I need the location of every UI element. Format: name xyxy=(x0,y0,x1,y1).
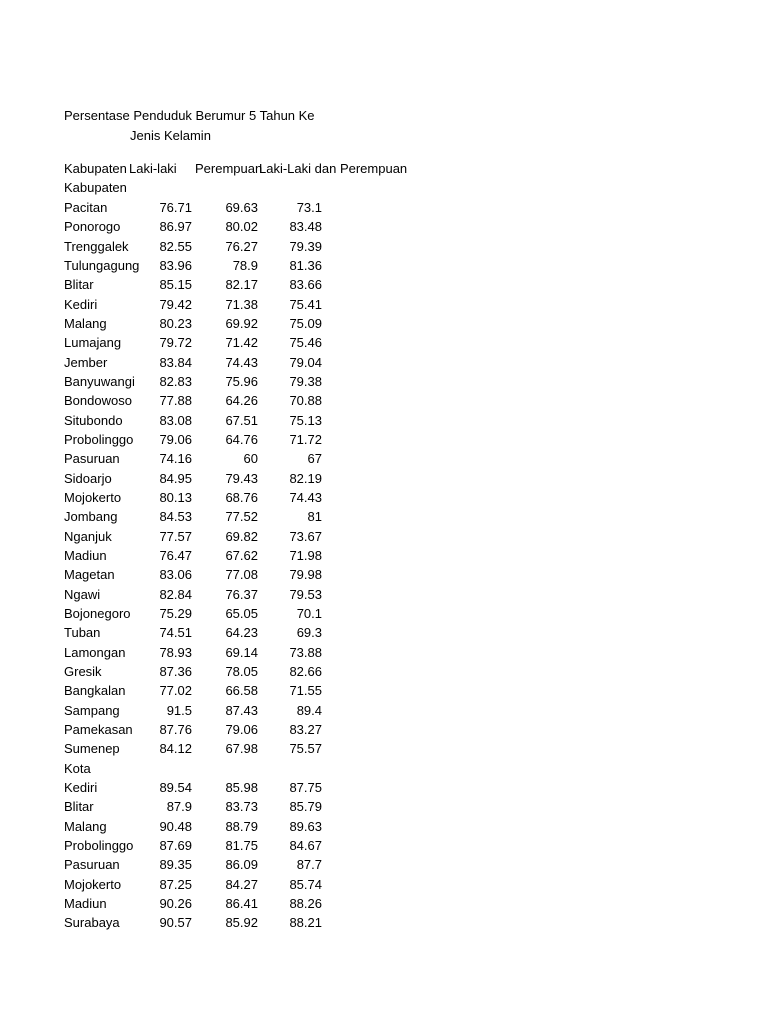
table-cell-value-perempuan: 85.92 xyxy=(225,915,258,930)
table-cell-value-perempuan: 86.41 xyxy=(225,896,258,911)
table-cell-value-total: 89.4 xyxy=(296,703,322,718)
table-cell-value-laki-laki: 78.93 xyxy=(159,645,192,660)
table-cell-region-name: Tuban xyxy=(64,625,101,640)
table-cell-value-perempuan: 88.79 xyxy=(225,819,258,834)
table-cell-region-name: Pacitan xyxy=(64,200,108,215)
table-cell-value-total: 87.7 xyxy=(296,857,322,872)
table-cell-value-total: 88.21 xyxy=(289,915,322,930)
table-cell-region-name: Probolinggo xyxy=(64,432,134,447)
table-cell-value-laki-laki: 82.55 xyxy=(159,239,192,254)
table-cell-value-perempuan: 86.09 xyxy=(225,857,258,872)
table-cell-value-total: 81 xyxy=(307,509,322,524)
table-cell-value-perempuan: 78.05 xyxy=(225,664,258,679)
table-cell-value-perempuan: 67.62 xyxy=(225,548,258,563)
table-cell-value-total: 69.3 xyxy=(296,625,322,640)
table-cell-value-total: 75.13 xyxy=(289,413,322,428)
table-cell-value-laki-laki: 87.76 xyxy=(159,722,192,737)
table-cell-region-name: Sampang xyxy=(64,703,120,718)
table-cell-value-perempuan: 65.05 xyxy=(225,606,258,621)
table-cell-value-laki-laki: 80.13 xyxy=(159,490,192,505)
table-cell-value-total: 79.39 xyxy=(289,239,322,254)
table-cell-value-total: 81.36 xyxy=(289,258,322,273)
table-cell-value-laki-laki: 76.47 xyxy=(159,548,192,563)
table-cell-region-name: Ngawi xyxy=(64,587,101,602)
table-cell-value-perempuan: 81.75 xyxy=(225,838,258,853)
table-cell-value-total: 75.46 xyxy=(289,335,322,350)
table-cell-value-perempuan: 76.27 xyxy=(225,239,258,254)
table-cell-value-total: 88.26 xyxy=(289,896,322,911)
table-cell-value-total: 87.75 xyxy=(289,780,322,795)
table-cell-value-laki-laki: 76.71 xyxy=(159,200,192,215)
table-cell-value-total: 83.27 xyxy=(289,722,322,737)
table-cell-value-total: 71.55 xyxy=(289,683,322,698)
table-cell-region-name: Nganjuk xyxy=(64,529,112,544)
table-cell-value-laki-laki: 83.84 xyxy=(159,355,192,370)
table-cell-region-name: Mojokerto xyxy=(64,490,122,505)
table-cell-region-name: Pasuruan xyxy=(64,451,120,466)
table-cell-value-perempuan: 84.27 xyxy=(225,877,258,892)
table-cell-value-laki-laki: 84.95 xyxy=(159,471,192,486)
table-cell-value-total: 67 xyxy=(307,451,322,466)
table-cell-region-name: Malang xyxy=(64,819,107,834)
header-total: Laki-Laki dan Perempuan xyxy=(259,161,408,176)
table-cell-region-name: Lumajang xyxy=(64,335,122,350)
table-cell-region-name: Lamongan xyxy=(64,645,126,660)
table-cell-value-perempuan: 79.43 xyxy=(225,471,258,486)
table-cell-value-laki-laki: 79.42 xyxy=(159,297,192,312)
table-cell-value-perempuan: 77.52 xyxy=(225,509,258,524)
header-kabupaten: Kabupaten xyxy=(64,161,127,176)
table-cell-region-name: Trenggalek xyxy=(64,239,129,254)
table-cell-value-total: 83.66 xyxy=(289,277,322,292)
table-cell-value-laki-laki: 80.23 xyxy=(159,316,192,331)
table-cell-region-name: Malang xyxy=(64,316,107,331)
table-cell-value-perempuan: 64.26 xyxy=(225,393,258,408)
table-cell-value-perempuan: 71.42 xyxy=(225,335,258,350)
table-cell-region-name: Surabaya xyxy=(64,915,120,930)
table-cell-value-perempuan: 69.82 xyxy=(225,529,258,544)
table-cell-region-name: Gresik xyxy=(64,664,102,679)
table-cell-value-total: 84.67 xyxy=(289,838,322,853)
table-cell-region-name: Mojokerto xyxy=(64,877,122,892)
table-cell-value-laki-laki: 84.12 xyxy=(159,741,192,756)
table-cell-value-laki-laki: 82.83 xyxy=(159,374,192,389)
table-cell-value-perempuan: 82.17 xyxy=(225,277,258,292)
table-cell-value-laki-laki: 86.97 xyxy=(159,219,192,234)
table-cell-region-name: Ponorogo xyxy=(64,219,121,234)
table-cell-value-total: 71.72 xyxy=(289,432,322,447)
table-cell-value-laki-laki: 77.88 xyxy=(159,393,192,408)
table-cell-value-total: 70.1 xyxy=(296,606,322,621)
table-cell-value-perempuan: 66.58 xyxy=(225,683,258,698)
table-cell-region-name: Bangkalan xyxy=(64,683,126,698)
table-cell-value-perempuan: 76.37 xyxy=(225,587,258,602)
table-cell-region-name: Bojonegoro xyxy=(64,606,131,621)
table-cell-region-name: Sumenep xyxy=(64,741,120,756)
section-label-kota: Kota xyxy=(64,761,91,776)
table-cell-value-total: 79.53 xyxy=(289,587,322,602)
table-cell-region-name: Jombang xyxy=(64,509,118,524)
table-cell-value-total: 82.66 xyxy=(289,664,322,679)
table-cell-value-total: 89.63 xyxy=(289,819,322,834)
table-subtitle: Jenis Kelamin xyxy=(130,128,211,143)
table-cell-value-laki-laki: 74.16 xyxy=(159,451,192,466)
table-cell-region-name: Blitar xyxy=(64,277,94,292)
table-cell-region-name: Probolinggo xyxy=(64,838,134,853)
table-cell-region-name: Jember xyxy=(64,355,108,370)
table-cell-value-laki-laki: 90.48 xyxy=(159,819,192,834)
table-cell-value-laki-laki: 79.72 xyxy=(159,335,192,350)
table-cell-value-laki-laki: 83.08 xyxy=(159,413,192,428)
table-cell-value-perempuan: 75.96 xyxy=(225,374,258,389)
table-cell-value-total: 74.43 xyxy=(289,490,322,505)
table-cell-value-laki-laki: 82.84 xyxy=(159,587,192,602)
table-cell-value-laki-laki: 75.29 xyxy=(159,606,192,621)
table-cell-value-perempuan: 79.06 xyxy=(225,722,258,737)
table-cell-value-perempuan: 77.08 xyxy=(225,567,258,582)
table-cell-value-perempuan: 83.73 xyxy=(225,799,258,814)
table-cell-value-perempuan: 69.63 xyxy=(225,200,258,215)
header-laki-laki: Laki-laki xyxy=(129,161,177,176)
table-cell-value-perempuan: 68.76 xyxy=(225,490,258,505)
table-cell-value-total: 79.04 xyxy=(289,355,322,370)
table-cell-value-perempuan: 80.02 xyxy=(225,219,258,234)
table-cell-value-laki-laki: 87.25 xyxy=(159,877,192,892)
table-cell-region-name: Blitar xyxy=(64,799,94,814)
table-cell-value-perempuan: 67.98 xyxy=(225,741,258,756)
table-cell-value-laki-laki: 83.06 xyxy=(159,567,192,582)
table-cell-value-laki-laki: 87.36 xyxy=(159,664,192,679)
table-cell-value-laki-laki: 89.35 xyxy=(159,857,192,872)
table-cell-region-name: Pasuruan xyxy=(64,857,120,872)
table-cell-value-perempuan: 67.51 xyxy=(225,413,258,428)
table-cell-value-total: 85.74 xyxy=(289,877,322,892)
table-cell-value-total: 85.79 xyxy=(289,799,322,814)
table-cell-region-name: Banyuwangi xyxy=(64,374,135,389)
table-cell-value-perempuan: 87.43 xyxy=(225,703,258,718)
table-cell-value-perempuan: 60 xyxy=(243,451,258,466)
table-cell-value-perempuan: 69.14 xyxy=(225,645,258,660)
table-cell-region-name: Sidoarjo xyxy=(64,471,112,486)
table-cell-value-total: 73.88 xyxy=(289,645,322,660)
table-cell-value-laki-laki: 87.69 xyxy=(159,838,192,853)
table-cell-value-perempuan: 74.43 xyxy=(225,355,258,370)
table-cell-value-laki-laki: 79.06 xyxy=(159,432,192,447)
table-cell-value-total: 73.1 xyxy=(296,200,322,215)
section-label-kabupaten: Kabupaten xyxy=(64,180,127,195)
table-cell-value-laki-laki: 77.02 xyxy=(159,683,192,698)
table-cell-value-total: 83.48 xyxy=(289,219,322,234)
table-cell-value-laki-laki: 87.9 xyxy=(166,799,192,814)
header-perempuan: Perempuan xyxy=(195,161,263,176)
table-title: Persentase Penduduk Berumur 5 Tahun Ke xyxy=(64,108,315,123)
table-cell-value-total: 75.41 xyxy=(289,297,322,312)
table-cell-value-perempuan: 78.9 xyxy=(232,258,258,273)
table-cell-region-name: Madiun xyxy=(64,896,107,911)
table-cell-value-laki-laki: 89.54 xyxy=(159,780,192,795)
table-cell-value-laki-laki: 84.53 xyxy=(159,509,192,524)
table-cell-value-perempuan: 64.76 xyxy=(225,432,258,447)
table-cell-value-laki-laki: 74.51 xyxy=(159,625,192,640)
table-cell-value-total: 73.67 xyxy=(289,529,322,544)
table-cell-value-total: 70.88 xyxy=(289,393,322,408)
table-cell-value-laki-laki: 83.96 xyxy=(159,258,192,273)
table-cell-value-laki-laki: 90.26 xyxy=(159,896,192,911)
table-cell-value-perempuan: 69.92 xyxy=(225,316,258,331)
table-cell-value-total: 75.57 xyxy=(289,741,322,756)
table-cell-value-perempuan: 85.98 xyxy=(225,780,258,795)
table-cell-region-name: Magetan xyxy=(64,567,115,582)
table-cell-region-name: Tulungagung xyxy=(64,258,140,273)
table-cell-value-total: 75.09 xyxy=(289,316,322,331)
table-cell-value-laki-laki: 85.15 xyxy=(159,277,192,292)
table-cell-region-name: Madiun xyxy=(64,548,107,563)
table-cell-value-perempuan: 64.23 xyxy=(225,625,258,640)
table-cell-value-perempuan: 71.38 xyxy=(225,297,258,312)
table-cell-value-laki-laki: 77.57 xyxy=(159,529,192,544)
table-cell-region-name: Kediri xyxy=(64,297,98,312)
table-cell-region-name: Kediri xyxy=(64,780,98,795)
table-cell-value-total: 79.38 xyxy=(289,374,322,389)
table-cell-value-total: 79.98 xyxy=(289,567,322,582)
table-cell-value-total: 82.19 xyxy=(289,471,322,486)
table-cell-value-total: 71.98 xyxy=(289,548,322,563)
table-cell-value-laki-laki: 90.57 xyxy=(159,915,192,930)
table-cell-region-name: Pamekasan xyxy=(64,722,133,737)
table-cell-region-name: Situbondo xyxy=(64,413,123,428)
table-cell-value-laki-laki: 91.5 xyxy=(166,703,192,718)
table-cell-region-name: Bondowoso xyxy=(64,393,132,408)
